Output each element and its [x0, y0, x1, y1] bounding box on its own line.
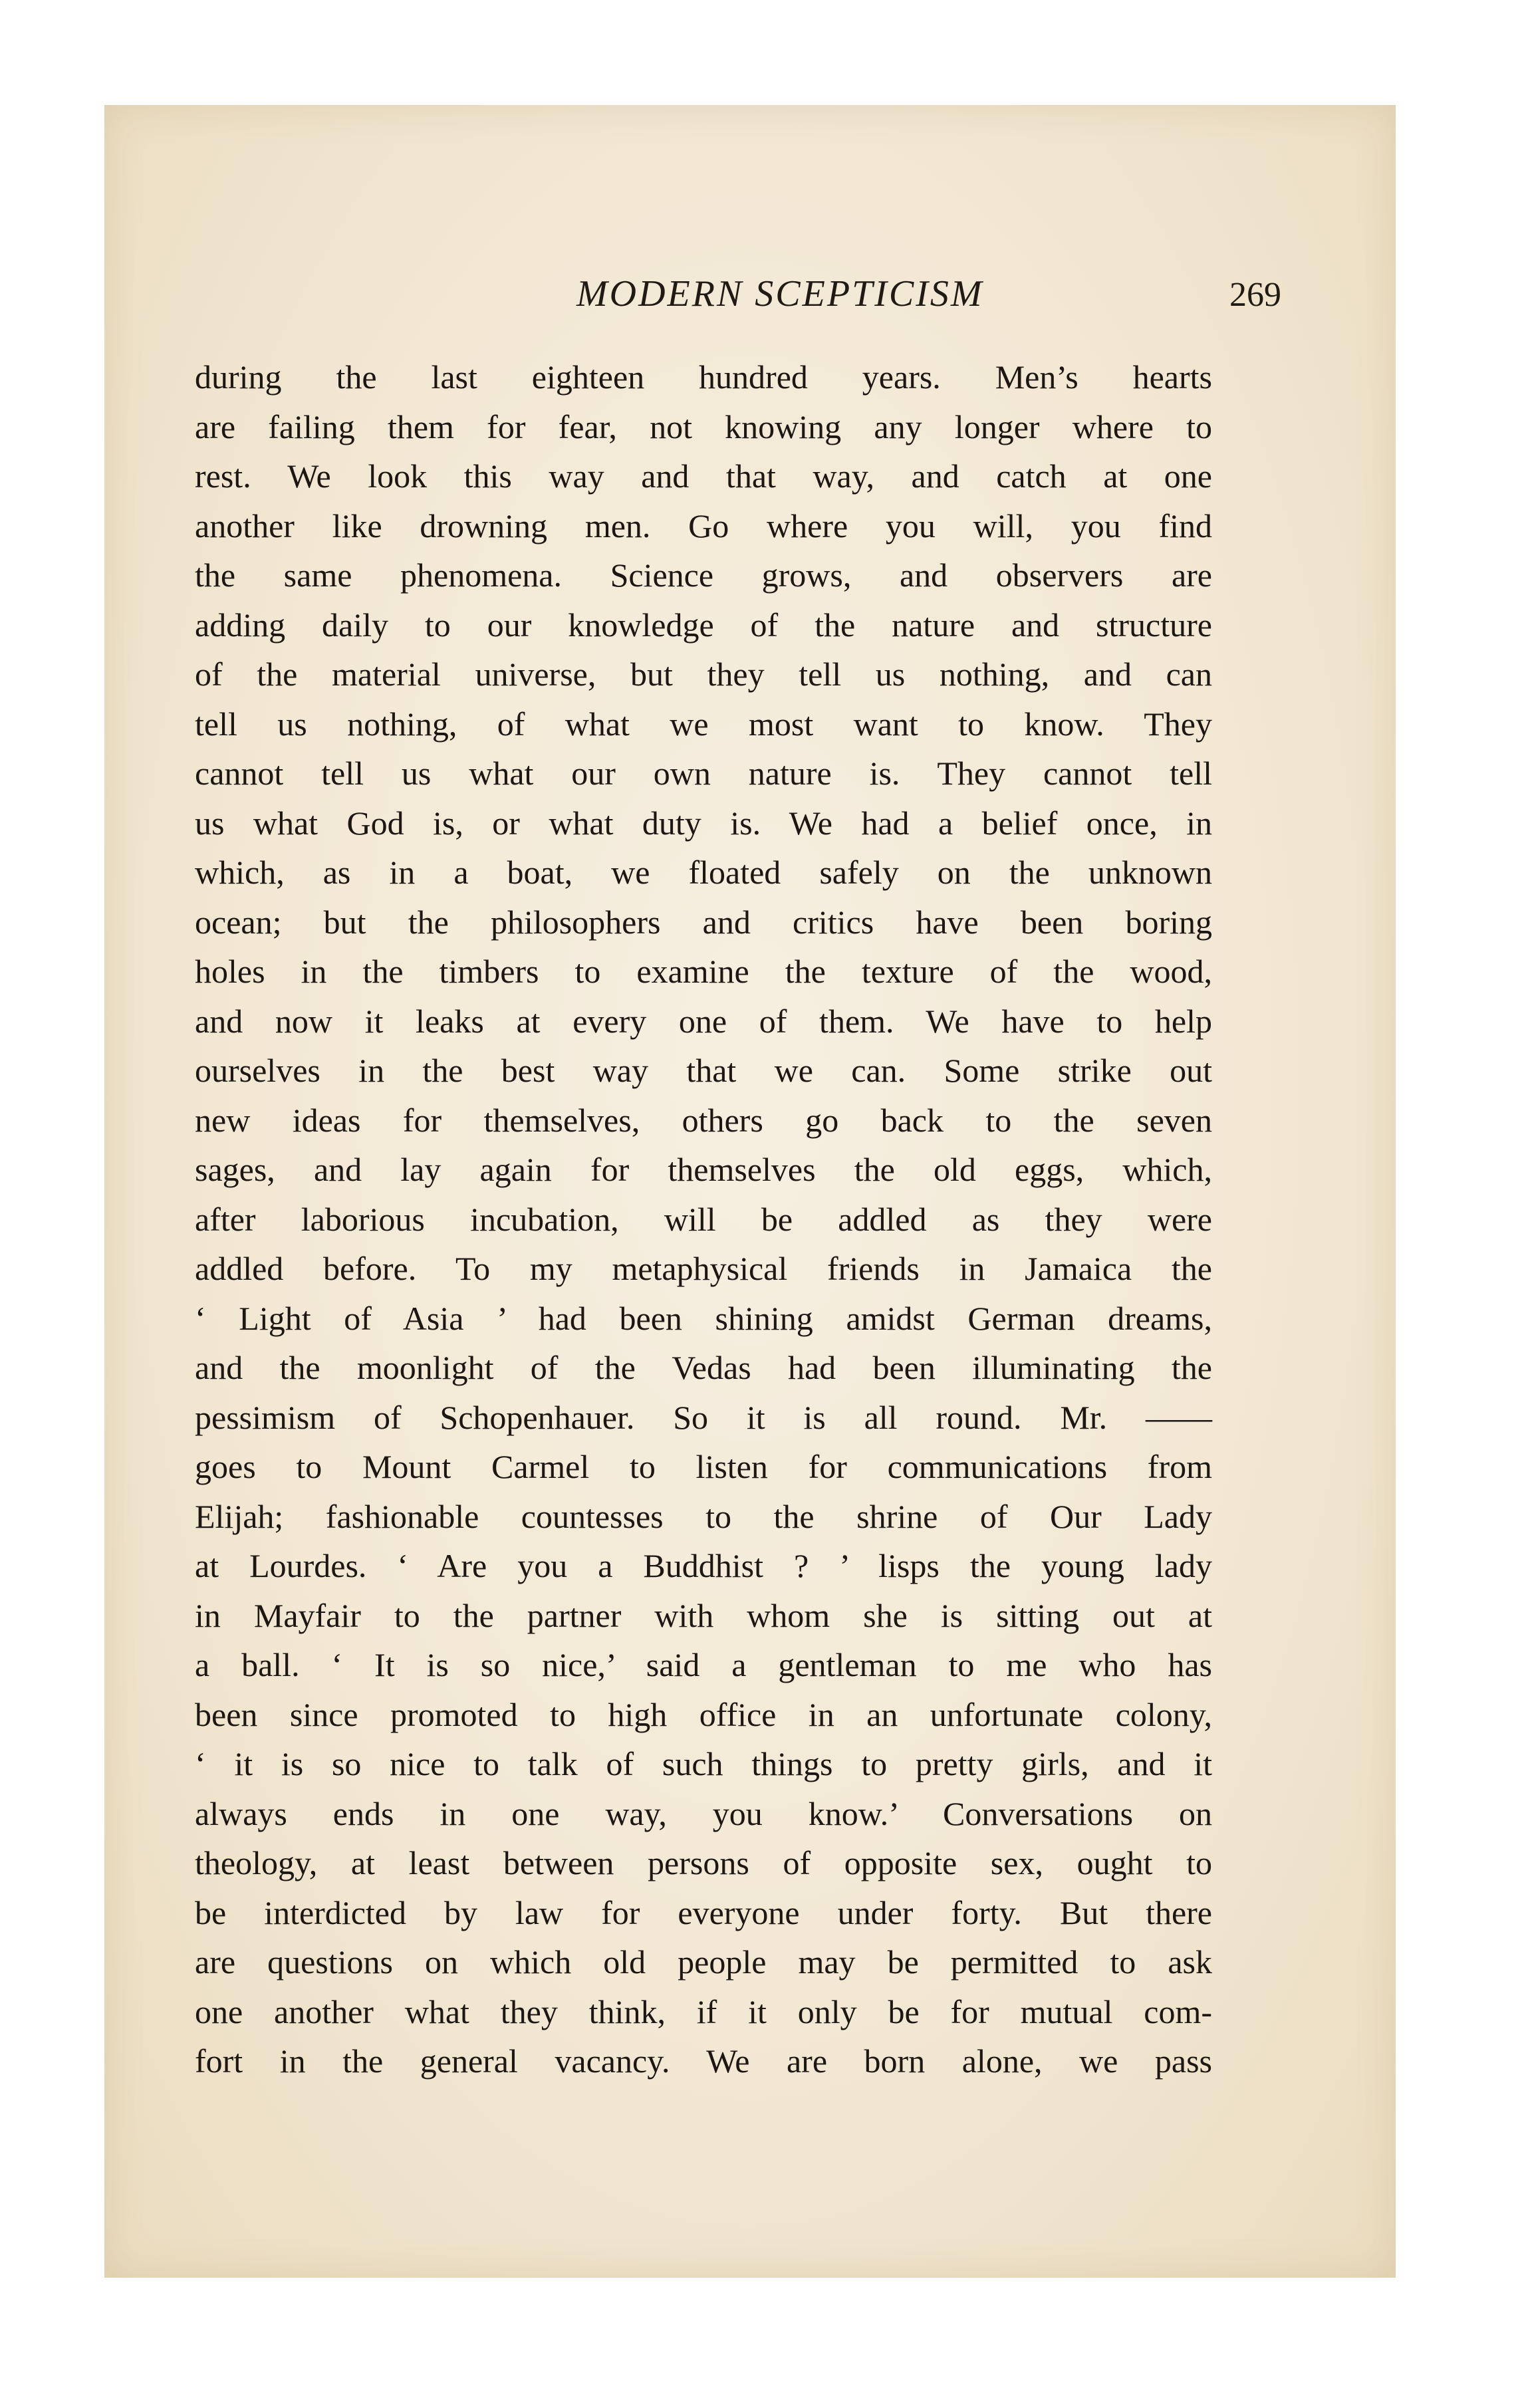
- text-line: are failing them for fear, not knowing any longer where to: [195, 408, 1212, 445]
- running-head: [264, 273, 1281, 332]
- text-line: are questions on which old people may be permitted to ask: [195, 1943, 1212, 1981]
- text-line: sages, and lay again for themselves the old eggs, which,: [195, 1151, 1212, 1188]
- text-line: one another what they think, if it only be for mutual com-: [195, 1992, 1212, 2030]
- text-line: fort in the general vacancy. We are born alone, we pass: [195, 2042, 1212, 2080]
- text-line: tell us nothing, of what we most want to know. They: [195, 705, 1212, 743]
- text-line: Elijah; fashionable countesses to the shrine of Our Lady: [195, 1497, 1212, 1535]
- text-line: ourselves in the best way that we can. Some strike out: [195, 1052, 1212, 1089]
- text-line: ‘ Light of Asia ’ had been shining amidst German dreams,: [195, 1299, 1212, 1337]
- text-line: been since promoted to high office in an unfortunate colony,: [195, 1695, 1212, 1733]
- text-line: ‘ it is so nice to talk of such things to pretty girls, and it: [195, 1745, 1212, 1782]
- book-page: [104, 105, 1396, 2278]
- text-line: cannot tell us what our own nature is. They cannot tell: [195, 755, 1212, 792]
- text-line: always ends in one way, you know.’ Conversations on: [195, 1794, 1212, 1832]
- text-line: at Lourdes. ‘ Are you a Buddhist ? ’ lisps the young lady: [195, 1547, 1212, 1584]
- text-line: during the last eighteen hundred years. Men’s hearts: [195, 358, 1212, 396]
- text-line: goes to Mount Carmel to listen for communications from: [195, 1448, 1212, 1485]
- text-line: new ideas for themselves, others go back to the seven: [195, 1101, 1212, 1139]
- text-line: us what God is, or what duty is. We had a belief once, in: [195, 804, 1212, 842]
- text-line: which, as in a boat, we floated safely on the unknown: [195, 854, 1212, 891]
- text-line: in Mayfair to the partner with whom she is sitting out at: [195, 1596, 1212, 1634]
- text-line: another like drowning men. Go where you will, you find: [195, 507, 1212, 544]
- text-line: after laborious incubation, will be addled as they were: [195, 1200, 1212, 1238]
- text-line: rest. We look this way and that way, and catch at one: [195, 457, 1212, 495]
- body-text: [195, 352, 1212, 2086]
- text-line: pessimism of Schopenhauer. So it is all round. Mr. ——: [195, 1398, 1212, 1436]
- running-head-title: MODERN SCEPTICISM: [576, 273, 984, 314]
- text-line: the same phenomena. Science grows, and observers are: [195, 556, 1212, 594]
- text-line: ocean; but the philosophers and critics have been boring: [195, 903, 1212, 941]
- text-line: and the moonlight of the Vedas had been illuminating the: [195, 1349, 1212, 1386]
- text-line: theology, at least between persons of opposite sex, ought to: [195, 1844, 1212, 1881]
- text-line: addled before. To my metaphysical friends in Jamaica the: [195, 1250, 1212, 1287]
- text-line: holes in the timbers to examine the texture of the wood,: [195, 953, 1212, 990]
- text-line: adding daily to our knowledge of the nature and structure: [195, 606, 1212, 644]
- text-line: of the material universe, but they tell us nothing, and can: [195, 656, 1212, 693]
- text-line: a ball. ‘ It is so nice,’ said a gentleman to me who has: [195, 1646, 1212, 1683]
- text-line: be interdicted by law for everyone under forty. But there: [195, 1893, 1212, 1931]
- text-line: and now it leaks at every one of them. We have to help: [195, 1002, 1212, 1040]
- page-number: 269: [1229, 276, 1281, 314]
